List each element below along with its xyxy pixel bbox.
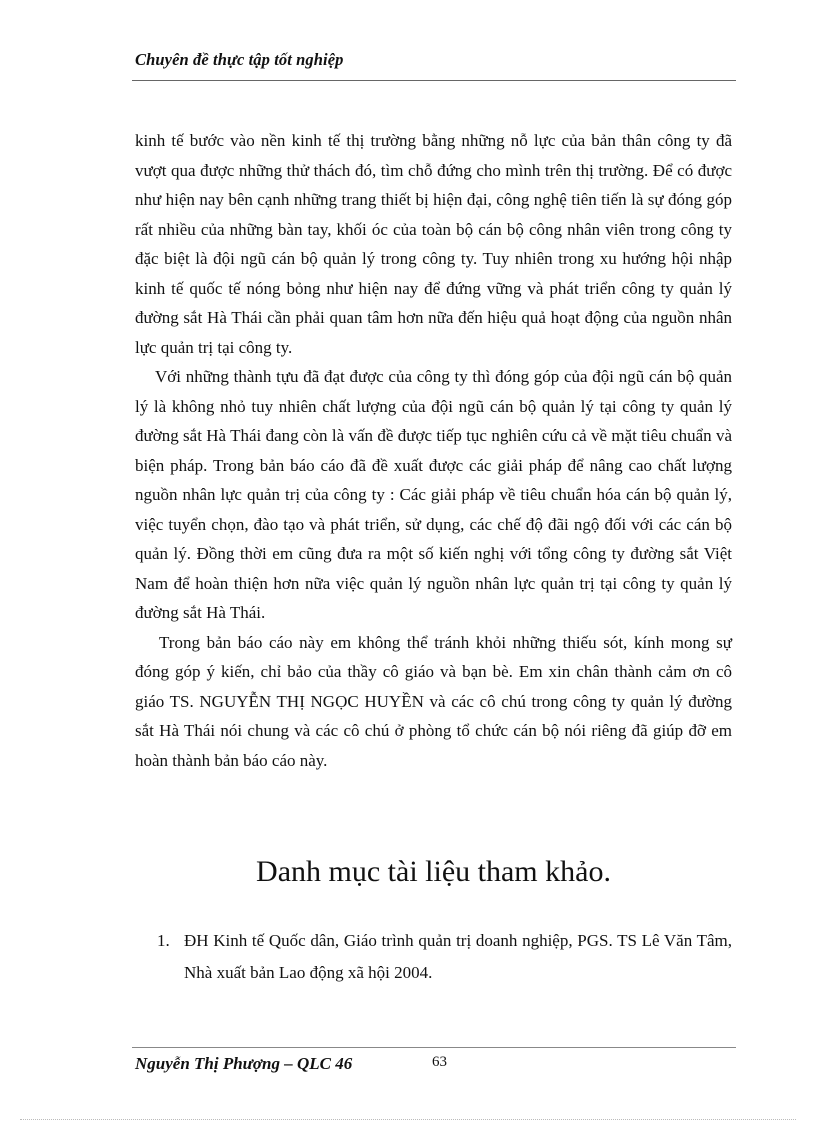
page-bottom-edge: [20, 1119, 796, 1120]
document-body: [135, 126, 732, 775]
footer-divider: [132, 1047, 736, 1048]
page-number: 63: [432, 1054, 447, 1070]
document-header-title: Chuyên đề thực tập tốt nghiệp: [135, 50, 344, 69]
reference-item: [135, 925, 732, 989]
footer-author: Nguyễn Thị Phượng – QLC 46: [135, 1054, 353, 1073]
body-paragraph: Với những thành tựu đã đạt được của công ty thì đóng góp của đội ngũ cán bộ quản lý là không nhỏ tuy nhiên chất lượng của đội ngũ cán bộ quản lý tại công ty quản lý đường sắt Hà Thái đang còn là vấn đề được tiếp tục nghiên cứu cả về mặt tiêu chuẩn và biện pháp. Trong bản báo cáo đã đề xuất được các giải pháp để nâng cao chất lượng nguồn nhân lực quản trị của công ty : Các giải pháp về tiêu chuẩn hóa cán bộ quản lý, việc tuyển chọn, đào tạo và phát triển, sử dụng, các chế độ đãi ngộ đối với các cán bộ quản lý. Đồng thời em cũng đưa ra một số kiến nghị với tổng công ty đường sắt Việt Nam để hoàn thiện hơn nữa việc quản lý nguồn nhân lực quản trị tại công ty quản lý đường sắt Hà Thái.: [135, 367, 732, 622]
references-list: [135, 925, 732, 989]
reference-text: ĐH Kinh tế Quốc dân, Giáo trình quản trị doanh nghiệp, PGS. TS Lê Văn Tâm, Nhà xuất bản Lao động xã hội 2004.: [184, 931, 732, 982]
reference-number: 1.: [157, 931, 170, 950]
body-paragraph: Trong bản báo cáo này em không thể tránh khỏi những thiếu sót, kính mong sự đóng góp ý kiến, chỉ bảo của thầy cô giáo và bạn bè. Em xin chân thành cảm ơn cô giáo TS. NGUYỄN THỊ NGỌC HUYỀN và các cô chú trong công ty quản lý đường sắt Hà Thái nói chung và các cô chú ở phòng tổ chức cán bộ nói riêng đã giúp đỡ em hoàn thành bản báo cáo này.: [135, 632, 732, 770]
body-paragraph: kinh tế bước vào nền kinh tế thị trường bằng những nỗ lực của bản thân công ty đã vượt qua được những thử thách đó, tìm chỗ đứng cho mình trên thị trường. Để có được như hiện nay bên cạnh những trang thiết bị hiện đại, công nghệ tiên tiến là sự đóng góp rất nhiều của những bàn tay, khối óc của toàn bộ cán bộ công nhân viên trong công ty đặc biệt là đội ngũ cán bộ quản lý trong công ty. Tuy nhiên trong xu hướng hội nhập kinh tế quốc tế nóng bỏng như hiện nay để đứng vững và phát triển công ty quản lý đường sắt Hà Thái cần phải quan tâm hơn nữa đến hiệu quả hoạt động của nguồn nhân lực quản trị tại công ty.: [135, 131, 732, 357]
header-divider: [132, 80, 736, 81]
references-heading: Danh mục tài liệu tham khảo.: [256, 855, 611, 888]
